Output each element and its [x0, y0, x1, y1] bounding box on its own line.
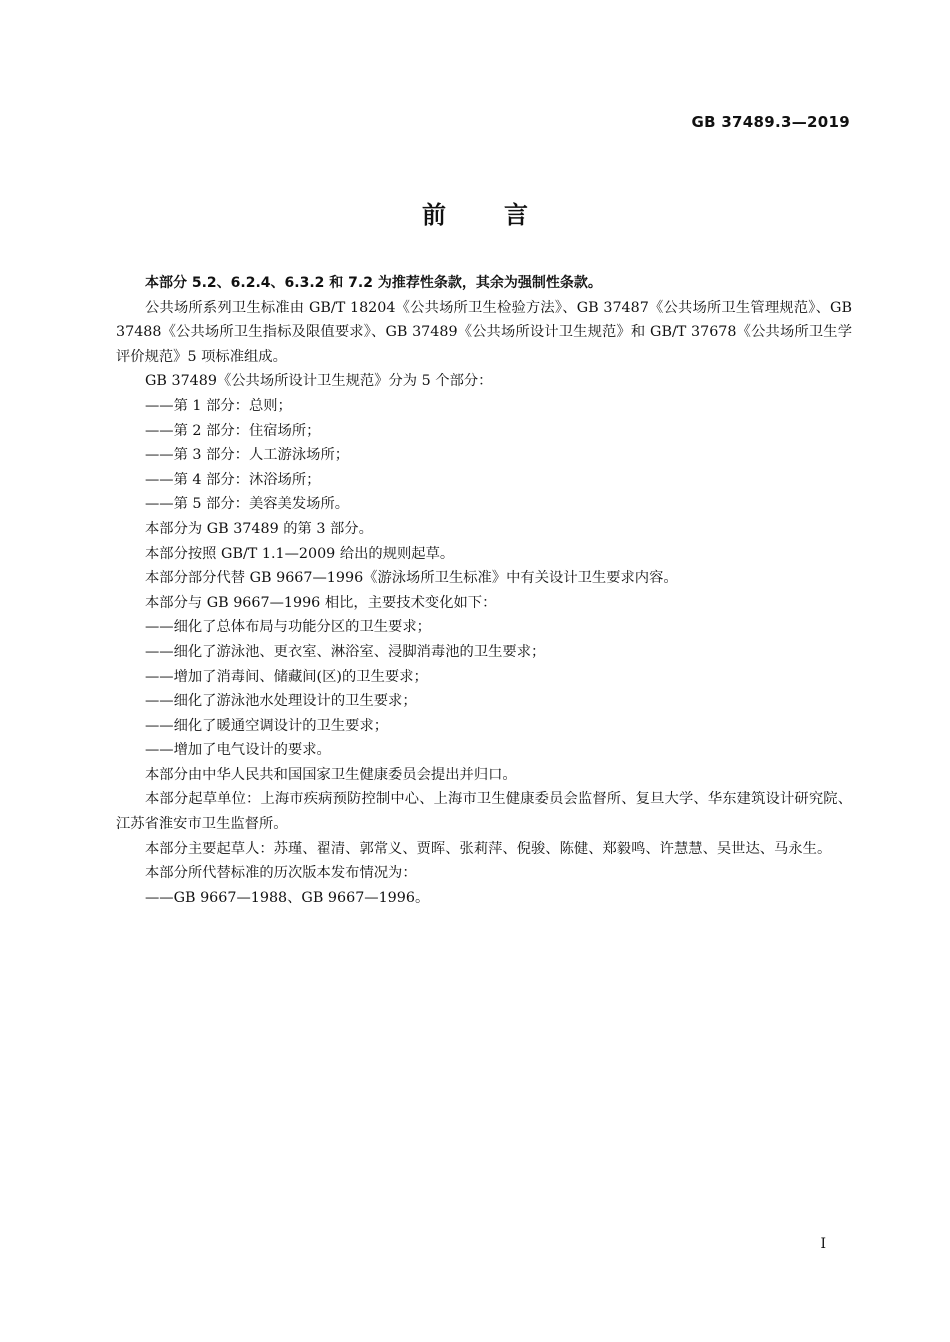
paragraph-replaces: 本部分部分代替 GB 9667—1996《游泳场所卫生标准》中有关设计卫生要求内容。 [145, 570, 678, 587]
standard-code: GB 37489.3—2019 [691, 113, 850, 131]
list-item-change-2: ——细化了游泳池、更衣室、淋浴室、浸脚消毒池的卫生要求； [145, 643, 546, 660]
list-item-change-4: ——细化了游泳池水处理设计的卫生要求； [145, 693, 417, 710]
list-item-history: ——GB 9667—1988、GB 9667—1996。 [145, 889, 430, 906]
paragraph-drafting-units: 本部分起草单位：上海市疾病预防控制中心、上海市卫生健康委员会监督所、复旦大学、华东建筑设计研究院、江苏省淮安市卫生监督所。 [116, 791, 852, 833]
paragraph-drafting-rules: 本部分按照 GB/T 1.1—2009 给出的规则起草。 [145, 545, 455, 562]
list-item-part-3: ——第 3 部分：人工游泳场所； [145, 447, 350, 464]
page-title: 前言 [422, 201, 586, 229]
page-number: I [820, 1236, 826, 1252]
list-item-change-6: ——增加了电气设计的要求。 [145, 742, 331, 759]
list-item-part-5: ——第 5 部分：美容美发场所。 [145, 496, 350, 513]
list-item-part-1: ——第 1 部分：总则； [145, 397, 292, 414]
paragraph-this-part: 本部分为 GB 37489 的第 3 部分。 [145, 520, 373, 537]
list-item-part-4: ——第 4 部分：沐浴场所； [145, 471, 321, 488]
paragraph-series-standards: 公共场所系列卫生标准由 GB/T 18204《公共场所卫生检验方法》、GB 37487《公共场所卫生管理规范》、GB 37488《公共场所卫生指标及限值要求》、GB 37489《公共场所设计卫生规范》和 GB/T 37678《公共场所卫生学评价规范》5 项标准组成。 [116, 299, 852, 365]
paragraph-parts-intro: GB 37489《公共场所设计卫生规范》分为 5 个部分： [145, 373, 493, 390]
paragraph-history-intro: 本部分所代替标准的历次版本发布情况为： [145, 865, 417, 882]
list-item-part-2: ——第 2 部分：住宿场所； [145, 422, 321, 439]
list-item-change-3: ——增加了消毒间、储藏间(区)的卫生要求； [145, 668, 428, 685]
paragraph-drafters: 本部分主要起草人：苏瑾、翟清、郭常义、贾晖、张莉萍、倪骏、陈健、郑毅鸣、许慧慧、吴世达、马永生。 [145, 840, 832, 857]
list-item-change-5: ——细化了暖通空调设计的卫生要求； [145, 717, 389, 734]
paragraph-changes-intro: 本部分与 GB 9667—1996 相比，主要技术变化如下： [145, 594, 497, 611]
foreword-body [116, 271, 852, 910]
paragraph-proposed-by: 本部分由中华人民共和国国家卫生健康委员会提出并归口。 [145, 766, 517, 783]
paragraph-recommended-clauses: 本部分 5.2、6.2.4、6.3.2 和 7.2 为推荐性条款，其余为强制性条款。 [145, 275, 602, 291]
list-item-change-1: ——细化了总体布局与功能分区的卫生要求； [145, 619, 431, 636]
